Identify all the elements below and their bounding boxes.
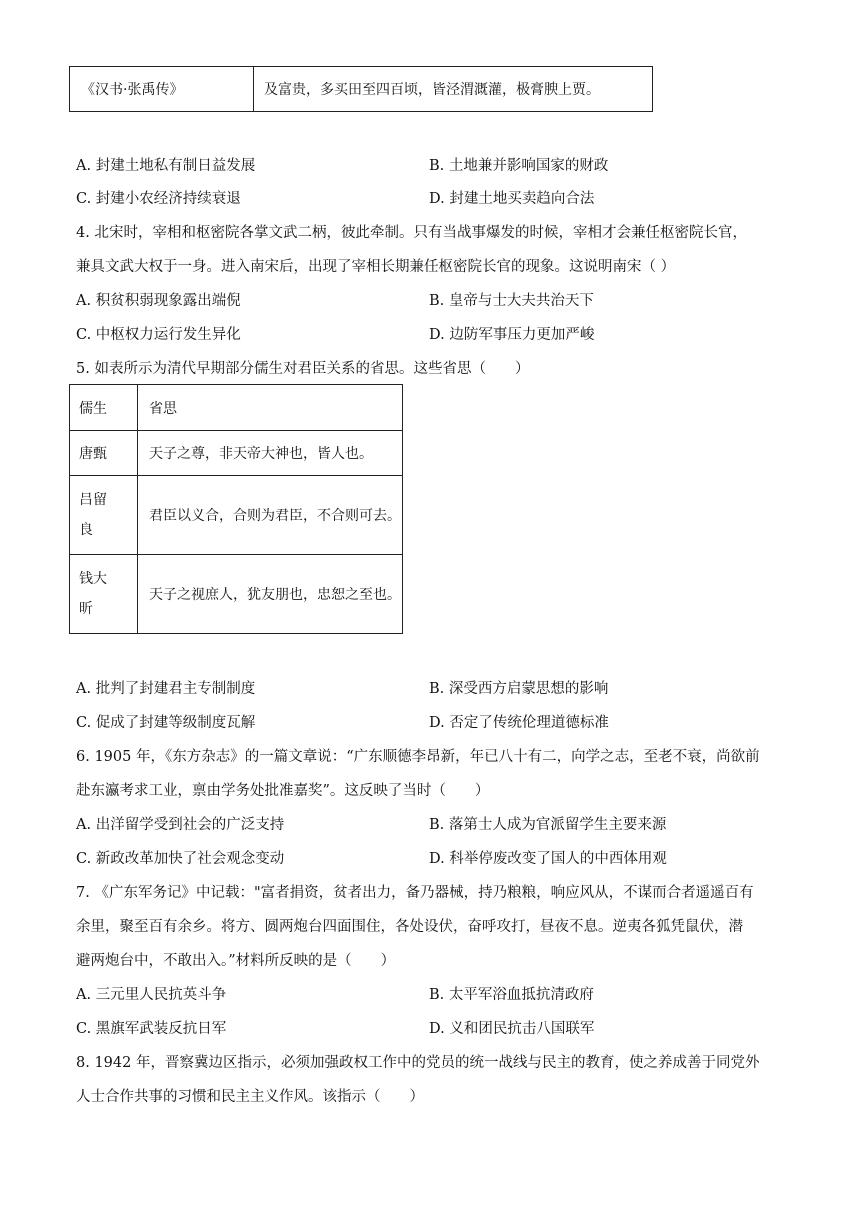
header-scholar: 儒生 bbox=[70, 385, 138, 431]
q7-option-b[interactable]: B. 太平军浴血抵抗清政府 bbox=[429, 987, 594, 1003]
scholar-name: 唐甄 bbox=[70, 431, 138, 476]
q7-option-a[interactable]: A. 三元里人民抗英斗争 bbox=[76, 987, 227, 1003]
q7-stem-line1: 7. 《广东军务记》中记载："富者捐资，贫者出力，备乃器械，持乃粮粮，响应风从，不谋而合者遥遥百有 bbox=[76, 885, 754, 901]
q4-stem-line2: 兼具文武大权于一身。进入南宋后，出现了宰相长期兼任枢密院长官的现象。这说明南宋（ ） bbox=[76, 259, 676, 275]
table-row bbox=[70, 555, 403, 634]
q5-option-a[interactable]: A. 批判了封建君主专制制度 bbox=[76, 681, 256, 697]
q4-option-d[interactable]: D. 边防军事压力更加严峻 bbox=[429, 327, 595, 343]
table-row bbox=[70, 476, 403, 555]
q3-option-a[interactable]: A. 封建土地私有制日益发展 bbox=[76, 158, 256, 174]
q6-option-a[interactable]: A. 出洋留学受到社会的广泛支持 bbox=[76, 817, 285, 833]
source-content: 及富贵，多买田至四百顷，皆泾渭溉灌，极膏腴上贾。 bbox=[264, 82, 600, 98]
q5-option-d[interactable]: D. 否定了传统伦理道德标准 bbox=[429, 715, 609, 731]
reflection-text: 君臣以义合，合则为君臣，不合则可去。 bbox=[138, 476, 403, 555]
q7-option-d[interactable]: D. 义和团民抗击八国联军 bbox=[429, 1021, 595, 1037]
reflection-text: 天子之视庶人，犹友朋也，忠恕之至也。 bbox=[138, 555, 403, 634]
scholar-name bbox=[70, 555, 138, 634]
q4-option-b[interactable]: B. 皇帝与士大夫共治天下 bbox=[429, 293, 594, 309]
q6-option-d[interactable]: D. 科举停废改变了国人的中西体用观 bbox=[429, 851, 667, 867]
q6-stem-line2: 赴东瀛考求工业，禀由学务处批准嘉奖”。这反映了当时（ ） bbox=[76, 783, 490, 799]
scholar-name-line2: 良 bbox=[79, 522, 93, 538]
q5-option-c[interactable]: C. 促成了封建等级制度瓦解 bbox=[76, 715, 256, 731]
q5-option-b[interactable]: B. 深受西方启蒙思想的影响 bbox=[429, 681, 609, 697]
scholar-name bbox=[70, 476, 138, 555]
q6-option-c[interactable]: C. 新政改革加快了社会观念变动 bbox=[76, 851, 285, 867]
reflection-text: 天子之尊，非天帝大神也，皆人也。 bbox=[138, 431, 403, 476]
q8-stem-line2: 人士合作共事的习惯和民主主义作风。该指示（ ） bbox=[76, 1089, 424, 1105]
scholar-name-line1: 吕留 bbox=[79, 492, 107, 508]
q3-option-b[interactable]: B. 土地兼并影响国家的财政 bbox=[429, 158, 609, 174]
q8-stem-line1: 8. 1942 年，晋察冀边区指示，必须加强政权工作中的党员的统一战线与民主的教育，使之养成善于同党外 bbox=[76, 1055, 760, 1071]
q6-option-b[interactable]: B. 落第士人成为官派留学生主要来源 bbox=[429, 817, 667, 833]
q6-stem-line1: 6. 1905 年，《东方杂志》的一篇文章说：“广东顺德李昂新，年已八十有二，向学之志，至老不衰，尚欲前 bbox=[76, 749, 760, 765]
q5-stem: 5. 如表所示为清代早期部分儒生对君臣关系的省思。这些省思（ ） bbox=[76, 361, 530, 377]
q7-option-c[interactable]: C. 黑旗军武装反抗日军 bbox=[76, 1021, 227, 1037]
header-reflection: 省思 bbox=[138, 385, 403, 431]
q7-stem-line3: 避两炮台中，不敢出入。”材料所反映的是（ ） bbox=[76, 953, 396, 969]
source-cell bbox=[70, 67, 254, 112]
q4-stem-line1: 4. 北宋时，宰相和枢密院各掌文武二柄，彼此牵制。只有当战事爆发的时候，宰相才会兼任枢密院长官， bbox=[76, 225, 747, 241]
table-header-row bbox=[70, 385, 403, 431]
scholar-name-line2: 昕 bbox=[79, 601, 93, 617]
q3-option-d[interactable]: D. 封建土地买卖趋向合法 bbox=[429, 191, 595, 207]
q7-stem-line2: 余里，聚至百有余乡。将方、圆两炮台四面围住，各处设伏，奋呼攻打，昼夜不息。逆夷各狐凭鼠伏，潜 bbox=[76, 919, 743, 935]
source-title: 《汉书·张禹传》 bbox=[81, 82, 184, 98]
q4-option-c[interactable]: C. 中枢权力运行发生异化 bbox=[76, 327, 241, 343]
q3-option-c[interactable]: C. 封建小农经济持续衰退 bbox=[76, 191, 241, 207]
q4-option-a[interactable]: A. 积贫积弱现象露出端倪 bbox=[76, 293, 241, 309]
source-table bbox=[69, 66, 653, 112]
confucian-table bbox=[69, 384, 403, 634]
scholar-name-line1: 钱大 bbox=[79, 571, 107, 587]
table-row bbox=[70, 431, 403, 476]
content-cell bbox=[254, 67, 653, 112]
